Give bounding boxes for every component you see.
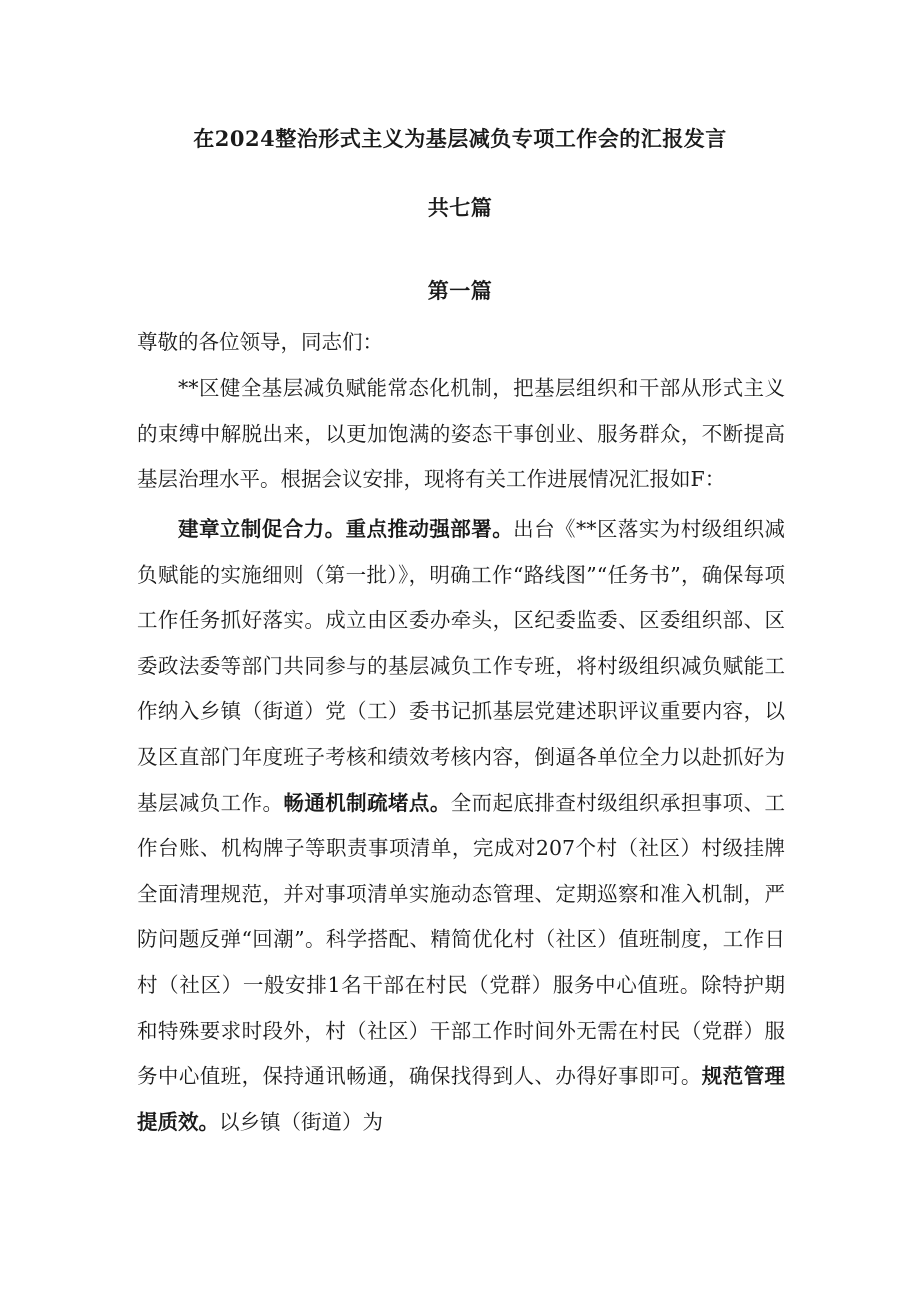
salutation: 尊敬的各位领导，同志们：: [137, 330, 383, 354]
paragraph-text: 出台《**区落实为村级组织减负赋能的实施细则（第一批）》，明确工作“路线图”“任务书”，确保每项工作任务抓好落实。成立由区委办牵头，区纪委监委、区委组织部、区委政法委等部门共同参与的基层减负工作专班，将村级组织减负赋能工作纳入乡镇（街道）党（工）委书记抓基层党建述职评议重要内容，以及区直部门年度班子考核和绩效考核内容，倒逼各单位全力以赴抓好为基层减负工作。: [137, 517, 786, 815]
paragraph-subheading: 规范管理提质效。: [137, 1064, 786, 1134]
paragraph-text: 以乡镇（街道）为: [219, 1109, 383, 1134]
paragraph-text: 全而起底排查村级组织承担事项、工作台账、机构牌子等职责事项清单，完成对207个村（社区）村级挂牌全面清理规范，并对事项清单实施动态管理、定期巡察和准入机制，严防问题反弹“回潮”。科学搭配、精简优化村（社区）值班制度，工作日村（社区）一般安排1名干部在村民（党群）服务中心值班。除特护期和特殊要求时段外，村（社区）干部工作时间外无需在村民（党群）服务中心值班，保持通讯畅通，确保找得到人、办得好事即可。: [137, 790, 786, 1089]
paragraph-section-1: [137, 507, 785, 1145]
document-title: 在2024整治形式主义为基层减负专项工作会的汇报发言: [193, 126, 727, 151]
paragraph-intro: **区健全基层减负赋能常态化机制，把基层组织和干部从形式主义的束缚中解脱出来，以更加饱满的姿态干事创业、服务群众，不断提高基层治理水平。根据会议安排，现将有关工作进展情况汇报如F：: [137, 376, 785, 492]
section-heading: 第一篇: [427, 278, 493, 303]
paragraph-lead-heading: 建章立制促合力。重点推动强部署。: [178, 517, 514, 541]
paragraph-subheading: 畅通机制疏堵点。: [283, 790, 451, 815]
document-subtitle: 共七篇: [427, 195, 493, 220]
